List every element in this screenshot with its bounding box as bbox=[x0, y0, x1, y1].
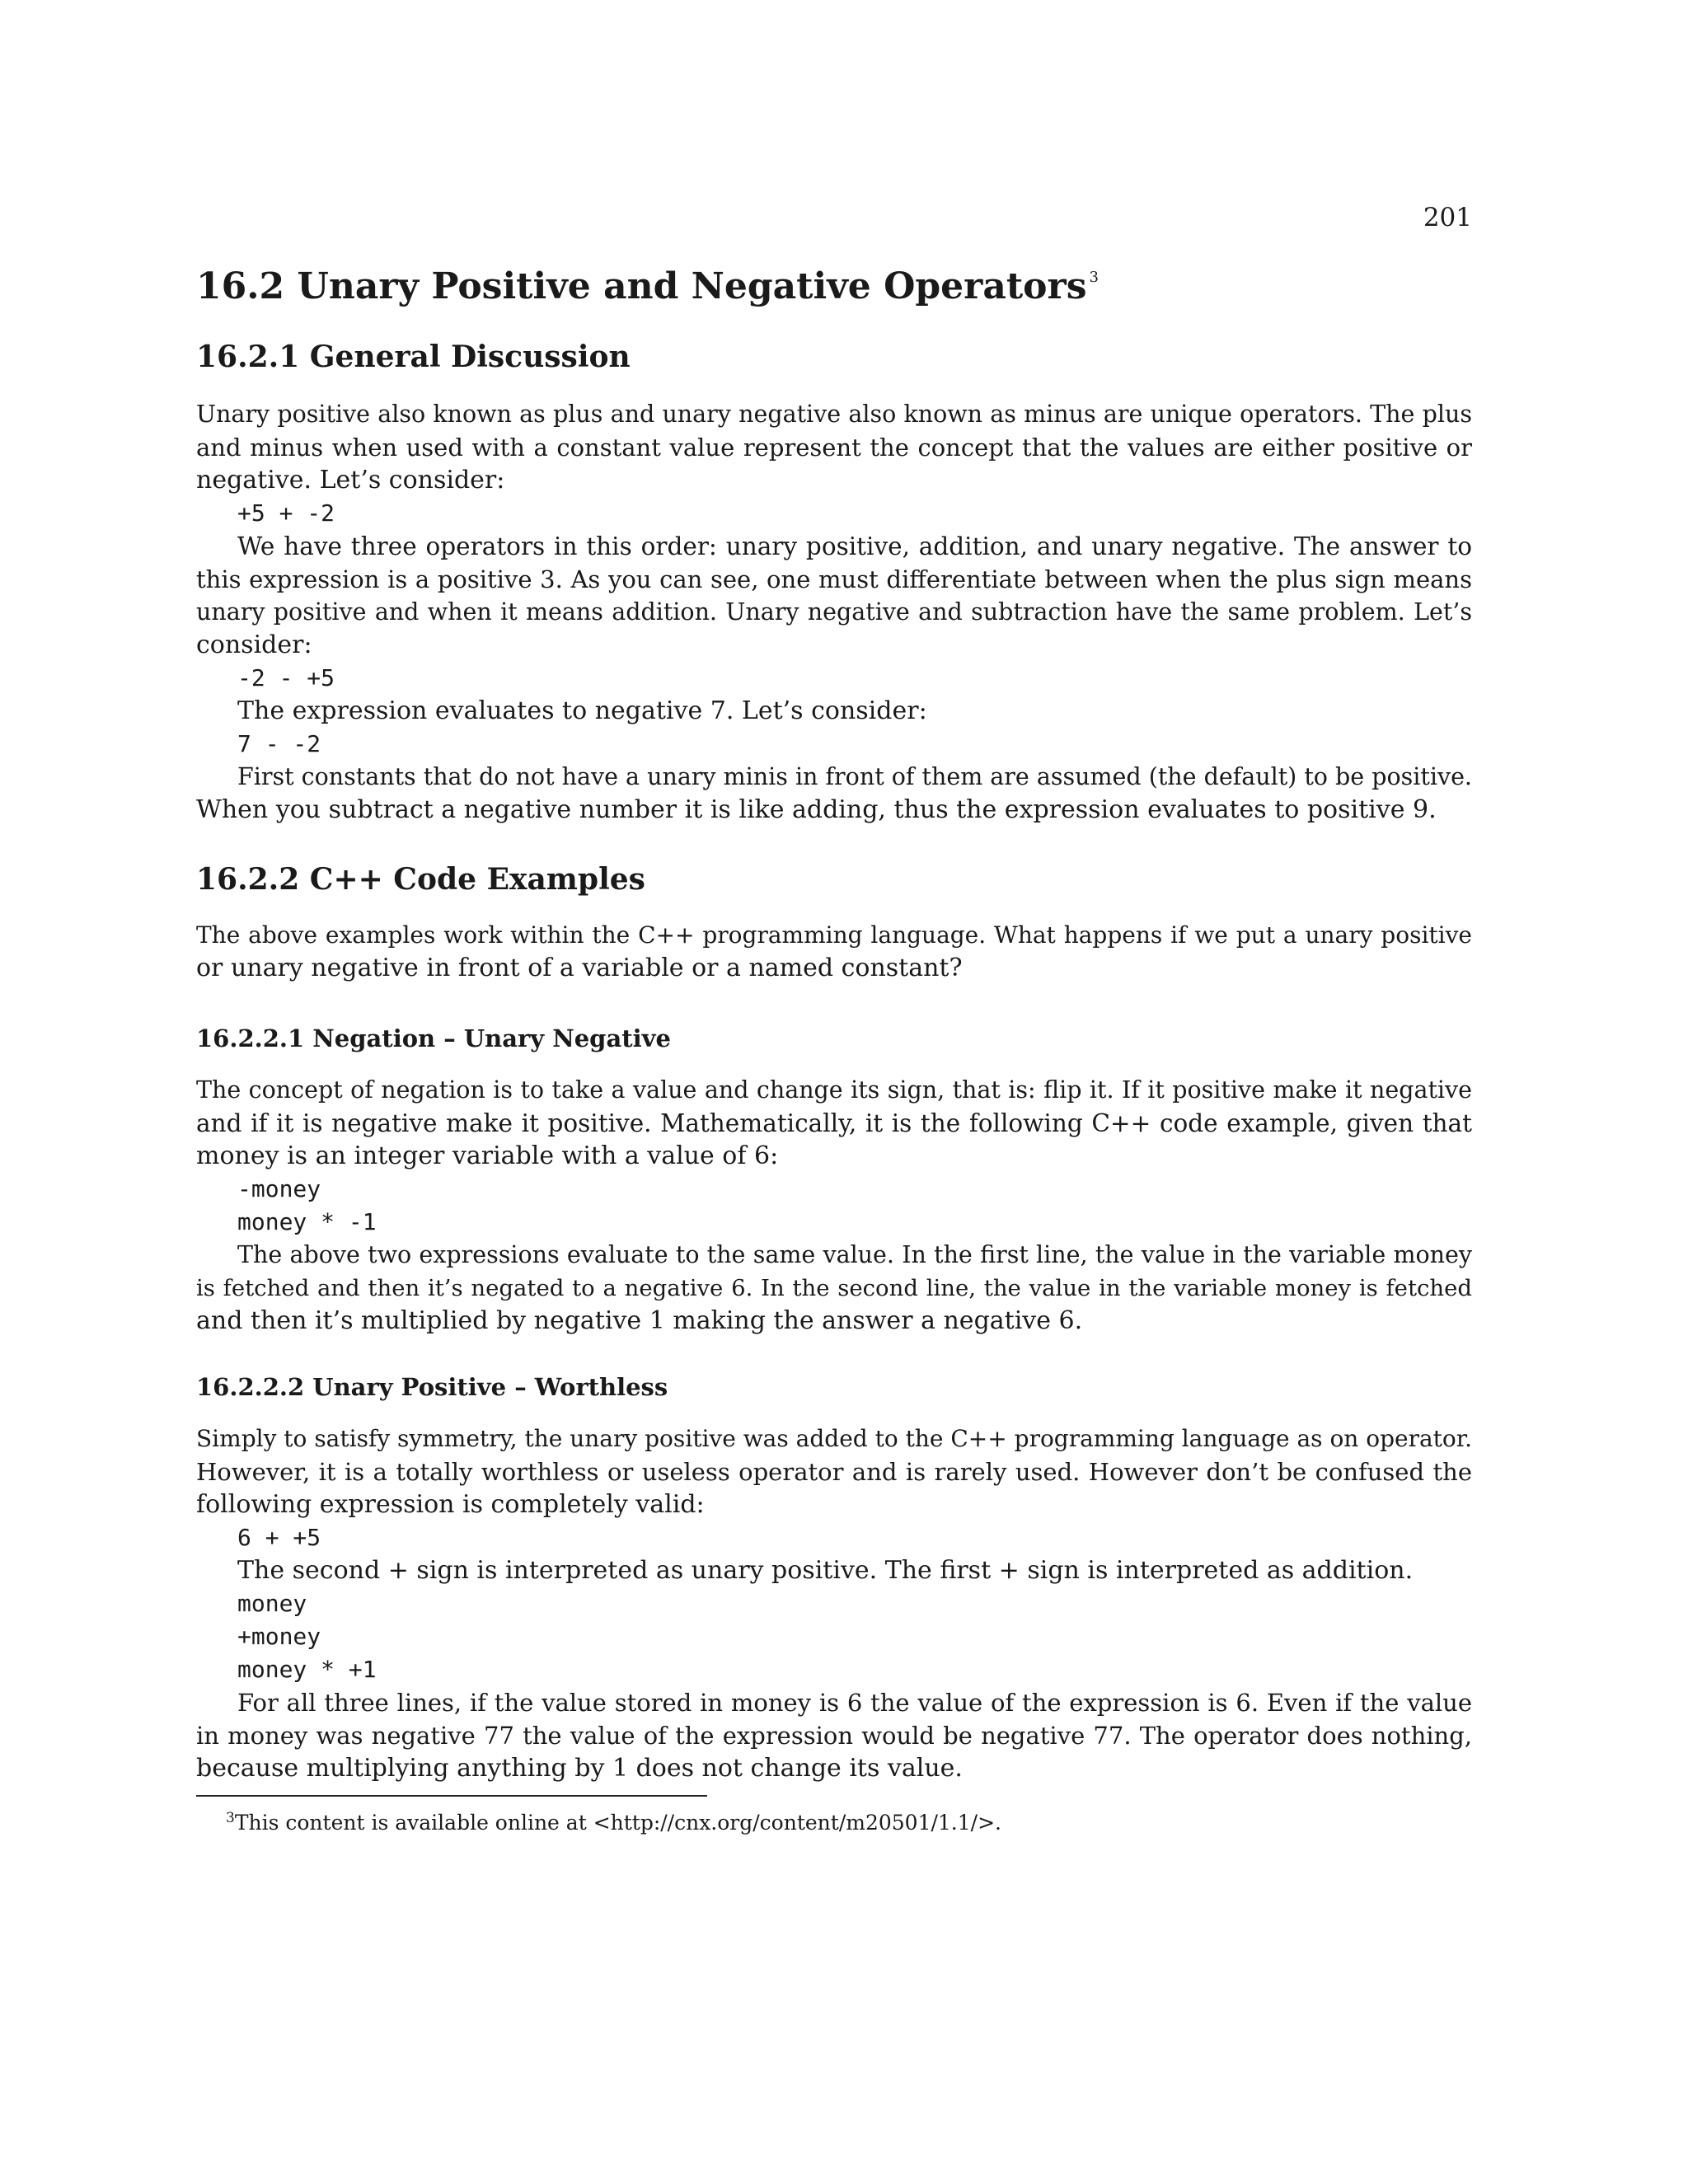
section-title-text: 16.2 Unary Positive and Negative Operators bbox=[196, 265, 1087, 307]
paragraph-line: is fetched and then it’s negated to a negative 6. In the second line, the value in the variable money is fetched bbox=[196, 1275, 1472, 1301]
footnote-text[interactable]: This content is available online at <http://cnx.org/content/m20501/1.1/>. bbox=[234, 1811, 1001, 1835]
paragraph-line: However, it is a totally worthless or useless operator and is rarely used. However don’t be confused the bbox=[196, 1458, 1472, 1486]
paragraph-line: First constants that do not have a unary minis in front of them are assumed (the default) to be positive. bbox=[237, 763, 1472, 790]
code-line: 7 - -2 bbox=[237, 730, 321, 757]
subsubsection-heading-unary-positive: 16.2.2.2 Unary Positive – Worthless bbox=[196, 1373, 668, 1401]
paragraph-line: We have three operators in this order: unary positive, addition, and unary negative. The answer to bbox=[237, 532, 1472, 560]
code-line: +money bbox=[237, 1623, 321, 1650]
paragraph-line: consider: bbox=[196, 630, 312, 659]
paragraph-line: The second + sign is interpreted as unary positive. The first + sign is interpreted as addition. bbox=[237, 1556, 1414, 1585]
paragraph-line: and then it’s multiplied by negative 1 making the answer a negative 6. bbox=[196, 1306, 1083, 1335]
paragraph-line: this expression is a positive 3. As you can see, one must differentiate between when the plus sign means bbox=[196, 565, 1472, 593]
paragraph-line: because multiplying anything by 1 does not change its value. bbox=[196, 1754, 963, 1783]
subsection-heading-cpp-code-examples: 16.2.2 C++ Code Examples bbox=[196, 862, 645, 897]
paragraph-line: or unary negative in front of a variable or a named constant? bbox=[196, 954, 963, 982]
paragraph-line: The above examples work within the C++ programming language. What happens if we put a unary positive bbox=[196, 921, 1472, 949]
page-number: 201 bbox=[1423, 203, 1472, 232]
paragraph-line: and if it is negative make it positive. Mathematically, it is the following C++ code example, given that bbox=[196, 1109, 1472, 1137]
unary-positive-body bbox=[196, 1422, 1472, 1785]
subsubsection-heading-negation: 16.2.2.1 Negation – Unary Negative bbox=[196, 1024, 671, 1052]
code-line: 6 + +5 bbox=[237, 1524, 321, 1551]
code-line: -2 - +5 bbox=[237, 664, 335, 691]
paragraph-line: and minus when used with a constant value represent the concept that the values are either positive or bbox=[196, 434, 1472, 462]
code-line: -money bbox=[237, 1175, 321, 1202]
paragraph-line: The expression evaluates to negative 7. Let’s consider: bbox=[237, 696, 927, 725]
code-line: money * -1 bbox=[237, 1208, 377, 1235]
footnote-mark: 3 bbox=[226, 1810, 235, 1826]
paragraph-line: When you subtract a negative number it is like adding, thus the expression evaluates to positive 9. bbox=[196, 795, 1437, 824]
code-line: +5 + -2 bbox=[237, 499, 335, 527]
paragraph-line: For all three lines, if the value stored in money is 6 the value of the expression is 6. Even if the value bbox=[237, 1689, 1472, 1717]
footnote-separator bbox=[196, 1795, 707, 1797]
subsection-heading-general-discussion: 16.2.1 General Discussion bbox=[196, 340, 631, 374]
code-line: money bbox=[237, 1590, 307, 1617]
cpp-examples-body bbox=[196, 919, 1472, 985]
paragraph-line: money is an integer variable with a value of 6: bbox=[196, 1141, 779, 1170]
footnote bbox=[226, 1802, 1001, 1840]
general-discussion-body bbox=[196, 398, 1472, 827]
footnote-reference[interactable]: 3 bbox=[1089, 269, 1099, 286]
paragraph-line: Simply to satisfy symmetry, the unary positive was added to the C++ programming language as on operator. bbox=[196, 1425, 1472, 1452]
paragraph-line: Unary positive also known as plus and unary negative also known as minus are unique operators. The plus bbox=[196, 401, 1472, 428]
paragraph-line: negative. Let’s consider: bbox=[196, 466, 505, 494]
code-line: money * +1 bbox=[237, 1656, 377, 1683]
paragraph-line: The above two expressions evaluate to the same value. In the first line, the value in the variable money bbox=[237, 1241, 1472, 1268]
paragraph-line: in money was negative 77 the value of the expression would be negative 77. The operator does nothing, bbox=[196, 1722, 1472, 1750]
paragraph-line: The concept of negation is to take a value and change its sign, that is: flip it. If it positive make it negative bbox=[196, 1076, 1472, 1104]
paragraph-line: unary positive and when it means addition. Unary negative and subtraction have the same problem. Let’s bbox=[196, 598, 1472, 626]
paragraph-line: following expression is completely valid: bbox=[196, 1490, 705, 1519]
section-title bbox=[196, 265, 1099, 309]
negation-body bbox=[196, 1074, 1472, 1338]
